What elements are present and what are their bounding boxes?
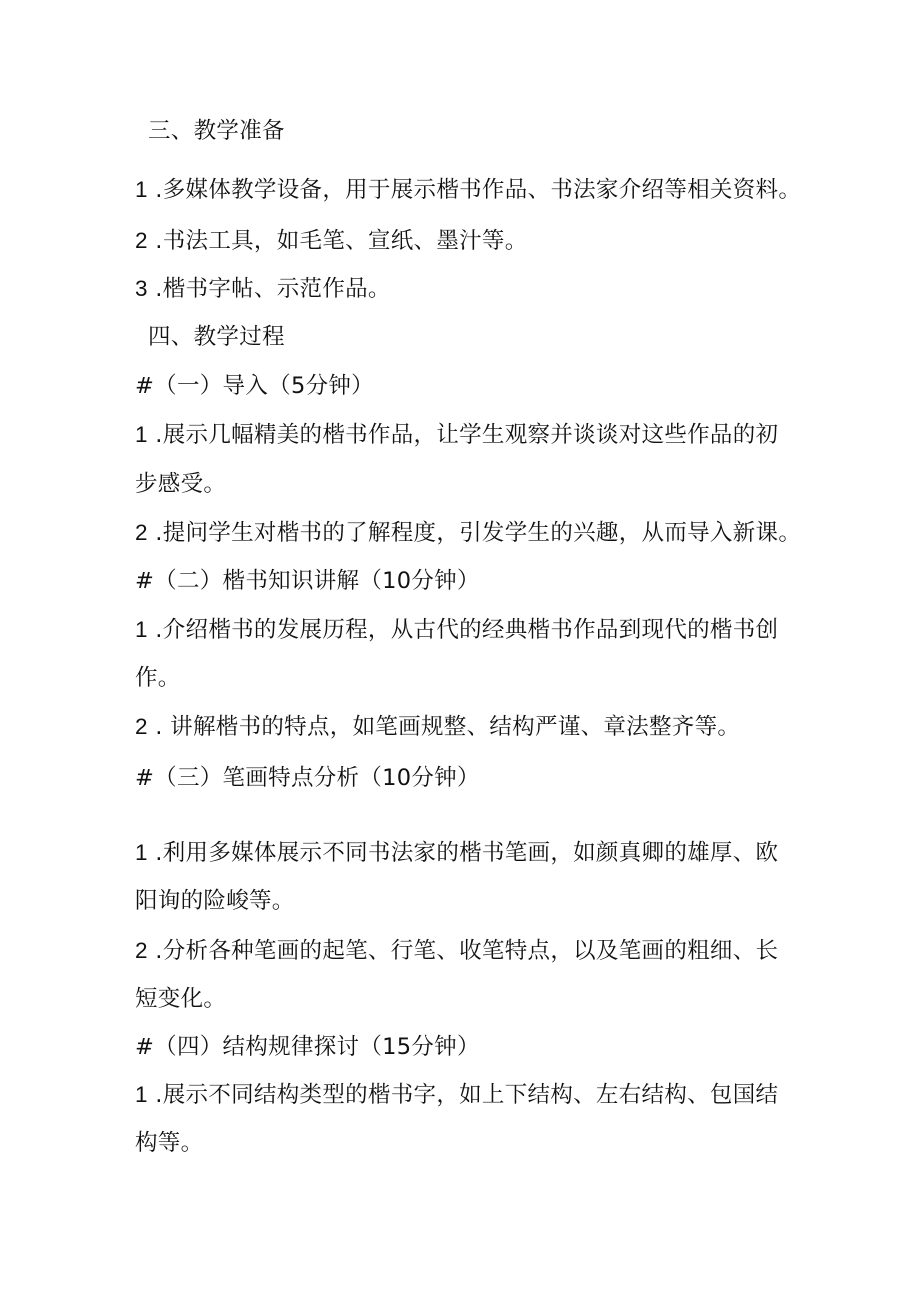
list-item: 1 .多媒体教学设备，用于展示楷书作品、书法家介绍等相关资料。 [135, 177, 802, 203]
list-item: 2 .分析各种笔画的起笔、行笔、收笔特点，以及笔画的粗细、长 [135, 938, 779, 964]
list-item-continuation: 短变化。 [135, 986, 227, 1012]
list-item-continuation: 作。 [135, 665, 181, 691]
list-item-continuation: 构等。 [135, 1130, 204, 1156]
subsection-heading: #（三）笔画特点分析（10分钟） [135, 765, 480, 791]
list-item: 2 .提问学生对楷书的了解程度，引发学生的兴趣，从而导入新课。 [135, 520, 802, 546]
list-item: 1 .展示几幅精美的楷书作品，让学生观察并谈谈对这些作品的初 [135, 422, 779, 448]
list-item-continuation: 阳询的险峻等。 [135, 888, 295, 914]
list-item: 2 .书法工具，如毛笔、宣纸、墨汁等。 [135, 228, 528, 254]
subsection-heading: #（二）楷书知识讲解（10分钟） [135, 568, 480, 594]
list-item: 1 .利用多媒体展示不同书法家的楷书笔画，如颜真卿的雄厚、欧 [135, 840, 779, 866]
section-heading-teaching-preparation: 三、教学准备 [148, 118, 285, 144]
list-item: 1 .展示不同结构类型的楷书字，如上下结构、左右结构、包国结 [135, 1082, 779, 1108]
subsection-heading: #（一）导入（5分钟） [135, 373, 374, 399]
list-item: 3 .楷书字帖、示范作品。 [135, 276, 391, 302]
subsection-heading: #（四）结构规律探讨（15分钟） [135, 1034, 480, 1060]
list-item: 2 . 讲解楷书的特点，如笔画规整、结构严谨、章法整齐等。 [135, 714, 741, 740]
list-item-continuation: 步感受。 [135, 471, 227, 497]
list-item: 1 .介绍楷书的发展历程，从古代的经典楷书作品到现代的楷书创 [135, 617, 779, 643]
section-heading-teaching-process: 四、教学过程 [148, 324, 285, 350]
